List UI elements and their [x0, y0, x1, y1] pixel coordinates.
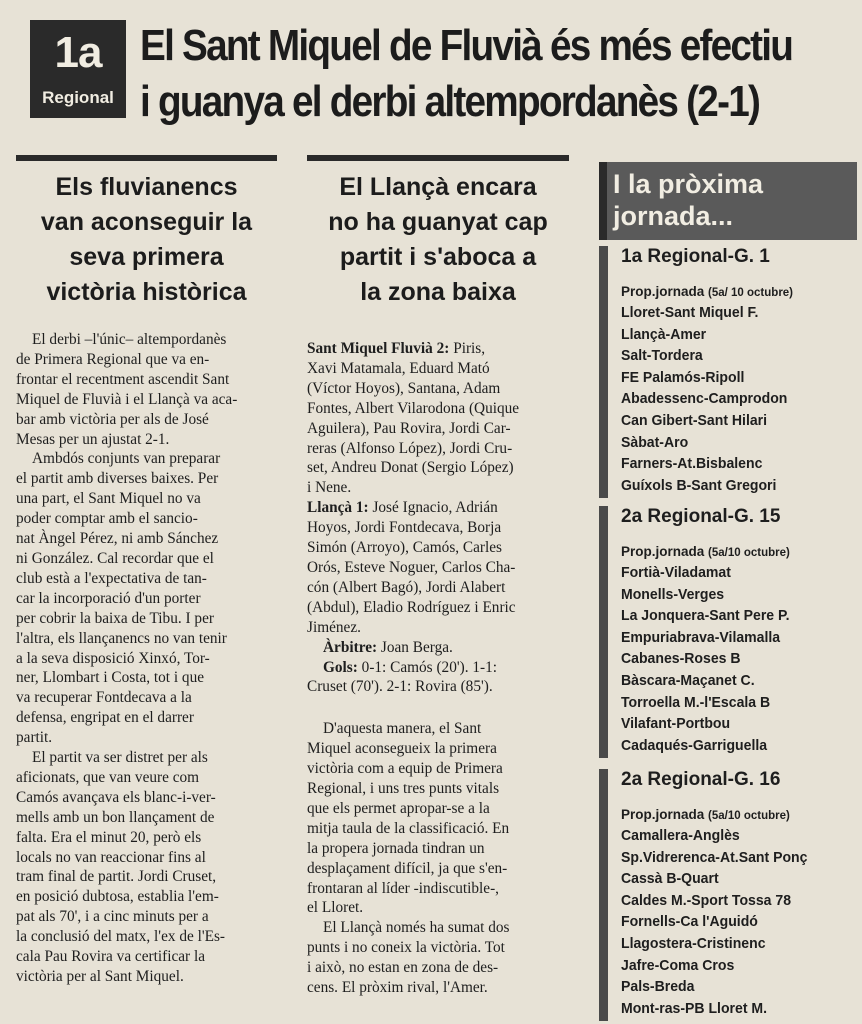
article-line: en posició dubtosa, establia l'em- — [16, 888, 219, 906]
article-line: el partit amb diverses baixes. Per — [16, 470, 219, 488]
article-line: Miquel de Fluvià i el Llançà va aca- — [16, 390, 238, 408]
article-line: ner, Llombart i Costa, tot i que — [16, 669, 205, 687]
lineup-away: Orós, Esteve Noguer, Carlos Cha- — [307, 558, 516, 576]
fixture-item: Cassà B-Quart — [621, 871, 719, 888]
fixture-item: Sàbat-Aro — [621, 434, 689, 451]
fixture-item: Vilafant-Portbou — [621, 716, 731, 733]
referee-name: Joan Berga. — [377, 638, 453, 656]
lineup-home: i Nene. — [307, 479, 352, 497]
headline-line-2: i guanya el derbi altempordanès (2-1) — [140, 77, 760, 126]
fixture-item: Bàscara-Maçanet C. — [621, 673, 755, 689]
article-line: frontaran al líder -indiscutible-, — [307, 879, 499, 897]
referee-line — [307, 638, 572, 658]
article-line: victòria per al Sant Miquel. — [16, 968, 184, 985]
left-subhead: Els fluvianencs van aconseguir la seva primera victòria històrica — [40, 173, 253, 306]
fixture-item: Caldes M.-Sport Tossa 78 — [621, 892, 792, 909]
league-bar — [599, 769, 608, 1021]
next-round-date: (5a/10 octubre) — [708, 547, 790, 559]
article-line: Camós avançava els blanc-i-ver- — [16, 788, 216, 806]
fixture-item: Fornells-Ca l'Aguidó — [621, 914, 758, 931]
lineup-home: Sant Miquel Fluvià 2: Piris, — [307, 340, 486, 357]
article-line: a la seva disposició Xinxó, Tor- — [16, 649, 210, 667]
paragraph-gap — [307, 697, 572, 719]
article-line: cala Pau Rovira va certificar la — [16, 948, 205, 966]
sidebar-title-bar — [599, 162, 607, 240]
fixture-item: Pals-Breda — [621, 979, 695, 996]
article-line: desplaçament difícil, ja que s'en- — [307, 859, 508, 877]
lineup-home: Aguilera), Pau Rovira, Jordi Car- — [307, 419, 511, 437]
article-line: per cobrir la baixa de Tibu. I per — [16, 609, 214, 627]
article-line: i això, no estan en zona de des- — [307, 959, 499, 977]
left-column-rule — [16, 155, 277, 161]
lineup-away: cón (Albert Bagó), Jordi Alabert — [307, 578, 506, 596]
lineup-away: (Abdul), Eladio Rodríguez i Enric — [307, 598, 516, 616]
article-line: victòria com a equip de Primera — [307, 760, 503, 778]
fixture-item: Jafre-Coma Cros — [621, 957, 735, 974]
fixture-item: Lloret-Sant Miquel F. — [621, 305, 759, 321]
article-line: punts i no coneix la victòria. Tot — [307, 939, 505, 957]
goals-line: Cruset (70'). 2-1: Rovira (85'). — [307, 678, 493, 696]
lineup-home: set, Andreu Donat (Sergio López) — [307, 459, 514, 477]
article-line: frontar el recentment ascendit Sant — [16, 370, 230, 388]
article-line: D'aquesta manera, el Sant — [323, 720, 482, 738]
article-line: pat als 70', i a cinc minuts per a — [16, 908, 209, 926]
article-line: la conclusió del matx, l'ex de l'Es- — [16, 928, 225, 946]
article-line: El derbi –l'únic– altempordanès — [32, 331, 227, 348]
article-line: El partit va ser distret per als — [32, 749, 208, 767]
sidebar-title: I la pròxima jornada... — [599, 162, 857, 240]
article-line: aficionats, que van veure com — [16, 768, 200, 786]
match-report — [307, 339, 572, 998]
article-line: la propera jornada tindran un — [307, 839, 485, 857]
badge-label: Regional — [42, 88, 114, 107]
league-bar — [599, 506, 608, 758]
article-line: mitja taula de la classificació. En — [307, 819, 510, 837]
article-line: l'altra, els llançanencs no van tenir — [16, 629, 227, 647]
next-round-label: Prop.jornada (5a/ 10 octubre) — [621, 284, 794, 299]
fixture-item: Guíxols B-Sant Gregori — [621, 477, 777, 494]
article-line: ni González. Cal recordar que el — [16, 549, 214, 567]
article-line: Regional, i uns tres punts vitals — [307, 780, 500, 798]
lineup-away: Jiménez. — [307, 618, 361, 636]
lineup-home: (Víctor Hoyos), Santana, Adam — [307, 379, 501, 397]
article-line: Ambdós conjunts van preparar — [32, 450, 221, 468]
fixture-item: Sp.Vidrerenca-At.Sant Ponç — [621, 849, 808, 866]
article-line: tram final de partit. Jordi Cruset, — [16, 868, 217, 886]
article-line: va recuperar Fontdecava a la — [16, 689, 192, 707]
next-round-date: (5a/ 10 octubre) — [708, 287, 794, 299]
league-title: 2a Regional-G. 15 — [621, 506, 781, 527]
fixture-item: Fortià-Viladamat — [621, 565, 731, 581]
lineup-away: Hoyos, Jordi Fontdecava, Borja — [307, 519, 502, 537]
lineup-away-label: Llançà 1: — [307, 499, 369, 517]
lineup-home-label: Sant Miquel Fluvià 2: — [307, 340, 450, 357]
badge-number: 1a — [54, 28, 102, 77]
next-round-date: (5a/10 octubre) — [708, 810, 790, 822]
fixture-item: Llagostera-Cristinenc — [621, 936, 766, 952]
article-line: nat Àngel Pérez, ni amb Sánchez — [16, 530, 219, 548]
fixture-item: Monells-Verges — [621, 586, 725, 603]
fixture-item: Abadessenc-Camprodon — [621, 391, 788, 408]
article-line: poder comptar amb el sancio- — [16, 510, 198, 528]
middle-subhead: El Llançà encara no ha guanyat cap partit i s'aboca a la zona baixa — [328, 173, 548, 306]
article-line: locals no van reaccionar fins al — [16, 848, 206, 866]
fixture-item: FE Palamós-Ripoll — [621, 369, 745, 386]
headline-line-1: El Sant Miquel de Fluvià és més efectiu — [140, 21, 793, 70]
lineup-home: Fontes, Albert Vilarodona (Quique — [307, 399, 520, 417]
fixture-item: Cabanes-Roses B — [621, 651, 741, 668]
article-line: Mesas per un ajustat 2-1. — [16, 430, 170, 448]
article-line: club està a l'expectativa de tan- — [16, 569, 207, 587]
fixture-item: Can Gibert-Sant Hilari — [621, 413, 768, 429]
fixture-item: Camallera-Anglès — [621, 828, 740, 844]
fixture-item: Farners-At.Bisbalenc — [621, 456, 763, 473]
article-line: bar amb victòria per als de José — [16, 410, 209, 428]
article-line: partit. — [16, 729, 53, 747]
article-line: falta. Era el minut 20, però els — [16, 828, 202, 846]
article-line: defensa, engripat en el darrer — [16, 709, 194, 727]
section-badge — [30, 20, 126, 118]
article-line: que els permet apropar-se a la — [307, 799, 490, 817]
referee-label: Àrbitre: — [323, 638, 378, 656]
fixture-item: La Jonquera-Sant Pere P. — [621, 608, 790, 625]
article-line: Miquel aconsegueix la primera — [307, 740, 497, 758]
article-line: cens. El pròxim rival, l'Amer. — [307, 979, 488, 997]
article-line: una part, el Sant Miquel no va — [16, 490, 201, 508]
lineup-home: reras (Alfonso López), Jordi Cru- — [307, 439, 513, 457]
fixture-item: Salt-Tordera — [621, 348, 703, 365]
league-title: 1a Regional-G. 1 — [621, 246, 770, 267]
article-line: car la incorporació d'un porter — [16, 589, 201, 607]
goals-label: Gols: — [323, 658, 358, 676]
left-article-body — [16, 330, 279, 987]
page-title — [140, 18, 793, 130]
article-line: mells amb un bon llançament de — [16, 808, 215, 826]
fixture-item: Cadaqués-Garriguella — [621, 737, 768, 754]
fixture-item: Empuriabrava-Vilamalla — [621, 629, 781, 646]
goals-line: Gols: 0-1: Camós (20'). 1-1: — [323, 658, 497, 676]
article-line: El Llançà només ha sumat dos — [323, 919, 510, 937]
middle-column-rule — [307, 155, 569, 161]
league-title: 2a Regional-G. 16 — [621, 769, 781, 790]
article-line: el Lloret. — [307, 899, 364, 917]
lineup-away: Llançà 1: José Ignacio, Adrián — [307, 499, 498, 517]
lineup-away: Simón (Arroyo), Camós, Carles — [307, 539, 503, 557]
league-bar — [599, 246, 608, 498]
next-round-label: Prop.jornada (5a/10 octubre) — [621, 807, 790, 822]
fixture-item: Llançà-Amer — [621, 326, 707, 343]
article-line: de Primera Regional que va en- — [16, 350, 210, 368]
fixture-item: Mont-ras-PB Lloret M. — [621, 1000, 768, 1017]
lineup-home: Xavi Matamala, Eduard Mató — [307, 359, 490, 377]
fixture-item: Torroella M.-l'Escala B — [621, 694, 771, 711]
next-round-label: Prop.jornada (5a/10 octubre) — [621, 544, 790, 559]
